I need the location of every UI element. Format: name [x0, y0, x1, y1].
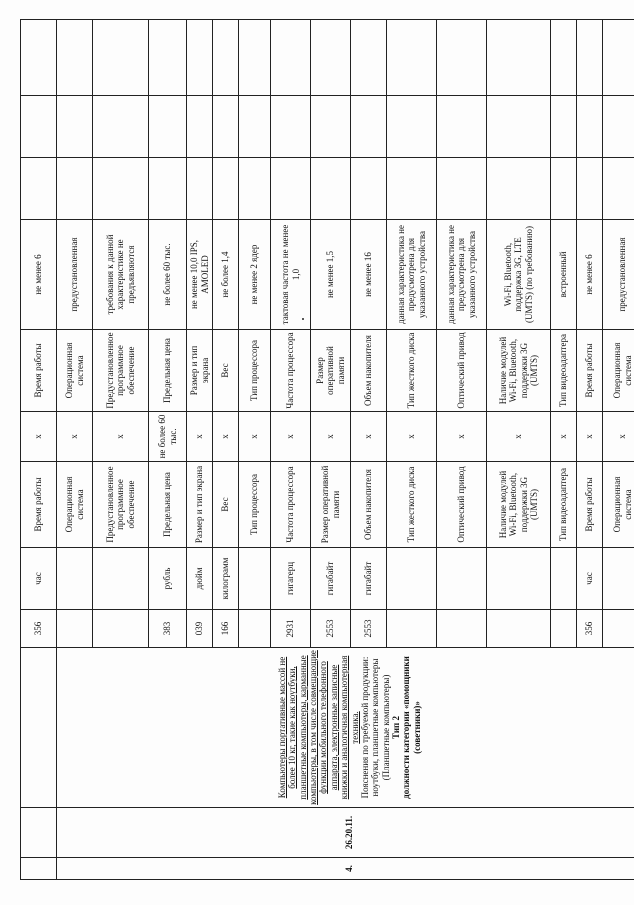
empty-cell: [351, 158, 387, 220]
unit-cell: гигабайт: [311, 548, 351, 610]
characteristic-cell-2: Время работы: [21, 330, 57, 412]
value-cell: требования к данной характеристике не предъявляются: [93, 220, 149, 330]
characteristic-cell-2: Размер оперативной памяти: [311, 330, 351, 412]
value-cell: не менее 1,5: [311, 220, 351, 330]
x-mark-cell: х: [387, 412, 437, 462]
code-cell: [551, 610, 577, 648]
characteristic-cell: Предустановленное программное обеспечение: [93, 462, 149, 548]
characteristic-cell-2: Частота процессора: [271, 330, 311, 412]
value-cell: не менее 16: [351, 220, 387, 330]
characteristic-cell: Операционная система: [603, 462, 634, 548]
empty-cell: [387, 20, 437, 96]
empty-cell: [271, 158, 311, 220]
characteristic-cell: Операционная система: [57, 462, 93, 548]
empty-cell: [213, 158, 239, 220]
code-cell: [437, 610, 487, 648]
x-mark-cell: х: [603, 412, 634, 462]
code-cell: 2553: [311, 610, 351, 648]
description-subtitle: (Планшетные компьютеры): [380, 674, 391, 781]
table-row: [57, 20, 93, 880]
characteristic-cell: Частота процессора: [271, 462, 311, 548]
empty-cell: [311, 158, 351, 220]
empty-cell: [149, 158, 187, 220]
empty-cell: [387, 158, 437, 220]
characteristic-cell: Тип процессора: [239, 462, 271, 548]
empty-cell: [437, 96, 487, 158]
value-cell: не менее 6: [577, 220, 603, 330]
description-main: Компьютеры портативные массой не более 10 кг, такие как ноутбуки, планшетные компьютеры, карманные компьютеры, в том числе совмещающие функции мобильного телефонного аппарата, электронные записные книжки и аналогичная компьютерная техника.: [277, 650, 360, 805]
empty-cell: [271, 96, 311, 158]
okpd-code-cell: 26.20.11.: [57, 808, 634, 858]
empty-cell: [57, 158, 93, 220]
x-mark-cell: х: [187, 412, 213, 462]
empty-cell: [149, 96, 187, 158]
empty-cell: [311, 20, 351, 96]
unit-cell: [437, 548, 487, 610]
empty-cell: [239, 20, 271, 96]
characteristics-table: [20, 19, 634, 880]
characteristic-cell: Время работы: [577, 462, 603, 548]
empty-cell: [577, 158, 603, 220]
description-type: Тип 2: [390, 716, 401, 739]
empty-cell: [487, 20, 551, 96]
characteristic-cell: Время работы: [21, 462, 57, 548]
unit-cell: [93, 548, 149, 610]
characteristic-cell-2: Предельная цена: [149, 330, 187, 412]
unit-cell: гигагерц: [271, 548, 311, 610]
empty-cell: [93, 158, 149, 220]
characteristic-cell: Тип видеоадаптера: [551, 462, 577, 548]
empty-cell: [487, 158, 551, 220]
empty-cell: [603, 96, 634, 158]
code-cell: 2553: [351, 610, 387, 648]
empty-cell: [437, 158, 487, 220]
x-mark-cell: х: [551, 412, 577, 462]
empty-cell: [213, 96, 239, 158]
value-cell: предустановленная: [603, 220, 634, 330]
x-mark-cell: х: [437, 412, 487, 462]
empty-cell: [57, 20, 93, 96]
unit-cell: килограмм: [213, 548, 239, 610]
empty-cell: [57, 96, 93, 158]
description-cell: [57, 648, 634, 808]
code-cell: [603, 610, 634, 648]
empty-cell: [351, 96, 387, 158]
empty-cell: [603, 20, 634, 96]
unit-cell: [57, 548, 93, 610]
x-mark-cell: х: [239, 412, 271, 462]
value-cell: не менее 2 ядер: [239, 220, 271, 330]
code-cell: 166: [213, 610, 239, 648]
empty-cell: [351, 20, 387, 96]
rotated-table-container: [20, 20, 633, 880]
unit-cell: [487, 548, 551, 610]
characteristic-cell-2: Тип процессора: [239, 330, 271, 412]
x-mark-cell: х: [311, 412, 351, 462]
empty-cell: [21, 20, 57, 96]
empty-cell: [187, 158, 213, 220]
value-cell: не более 60 тыс.: [149, 220, 187, 330]
empty-cell: [551, 96, 577, 158]
characteristic-cell: Предельная цена: [149, 462, 187, 548]
characteristic-cell: Объем накопителя: [351, 462, 387, 548]
table-row: [21, 20, 57, 880]
empty-cell: [149, 20, 187, 96]
characteristic-cell-2: Размер и тип экрана: [187, 330, 213, 412]
value-cell: не менее 6: [21, 220, 57, 330]
code-cell: [487, 610, 551, 648]
characteristic-cell-2: Тип видеоадаптера: [551, 330, 577, 412]
empty-cell: [21, 96, 57, 158]
code-cell: [387, 610, 437, 648]
x-mark-cell: х: [21, 412, 57, 462]
unit-cell: рубль: [149, 548, 187, 610]
empty-cell: [577, 20, 603, 96]
code-cell: [93, 610, 149, 648]
characteristic-cell-2: Время работы: [577, 330, 603, 412]
unit-cell: [551, 548, 577, 610]
value-cell: тактовая частота не менее 1,0: [271, 220, 311, 330]
empty-cell: [271, 20, 311, 96]
unit-cell: час: [577, 548, 603, 610]
characteristic-cell-2: Предустановленное программное обеспечение: [93, 330, 149, 412]
description-explanation: Пояснения по требуемой продукции: ноутбуки, планшетные компьютеры: [359, 656, 381, 799]
empty-cell: [93, 96, 149, 158]
characteristic-cell-2: Оптический привод: [437, 330, 487, 412]
x-mark-cell: х: [351, 412, 387, 462]
empty-cell: [577, 96, 603, 158]
empty-cell: [311, 96, 351, 158]
characteristic-cell-2: Операционная система: [603, 330, 634, 412]
x-mark-cell: не более 60 тыс.: [149, 412, 187, 462]
value-cell: данная характеристика не предусмотрена для указанного устройства: [437, 220, 487, 330]
empty-cell: [187, 96, 213, 158]
value-cell: предустановленная: [57, 220, 93, 330]
code-cell: 039: [187, 610, 213, 648]
characteristic-cell: Размер и тип экрана: [187, 462, 213, 548]
empty-cell: [239, 158, 271, 220]
empty-cell: [239, 96, 271, 158]
description-position: должности категории «помощники (советники)»: [401, 656, 422, 799]
x-mark-cell: х: [57, 412, 93, 462]
unit-cell: [239, 548, 271, 610]
empty-cell: [21, 158, 57, 220]
code-cell: [57, 610, 93, 648]
characteristic-cell-2: Объем накопителя: [351, 330, 387, 412]
code-cell: 2931: [271, 610, 311, 648]
unit-cell: дюйм: [187, 548, 213, 610]
empty-cell: [551, 20, 577, 96]
value-cell: не более 1,4: [213, 220, 239, 330]
value-cell: Wi-Fi, Bluetooth, поддержка 3G, LTE (UMTS) (по требованию): [487, 220, 551, 330]
value-cell: не менее 10,0 IPS, AMOLED: [187, 220, 213, 330]
empty-cell: [437, 20, 487, 96]
code-cell: [239, 610, 271, 648]
characteristic-cell-2: Вес: [213, 330, 239, 412]
x-mark-cell: х: [93, 412, 149, 462]
row-number-cell: 4.: [57, 858, 634, 880]
code-cell: 383: [149, 610, 187, 648]
empty-cell: [93, 20, 149, 96]
empty-cell: [187, 20, 213, 96]
x-mark-cell: х: [577, 412, 603, 462]
empty-cell: [21, 808, 57, 858]
value-cell: встроенный: [551, 220, 577, 330]
empty-cell: [213, 20, 239, 96]
unit-cell: час: [21, 548, 57, 610]
empty-cell: [21, 858, 57, 880]
empty-cell: [21, 648, 57, 808]
value-cell: данная характеристика не предусмотрена для указанного устройства: [387, 220, 437, 330]
empty-cell: [551, 158, 577, 220]
x-mark-cell: х: [271, 412, 311, 462]
characteristic-cell: Размер оперативной памяти: [311, 462, 351, 548]
characteristic-cell: Вес: [213, 462, 239, 548]
empty-cell: [603, 158, 634, 220]
x-mark-cell: х: [487, 412, 551, 462]
unit-cell: [387, 548, 437, 610]
unit-cell: [603, 548, 634, 610]
unit-cell: гигабайт: [351, 548, 387, 610]
empty-cell: [387, 96, 437, 158]
scan-dot: [302, 318, 304, 320]
code-cell: 356: [577, 610, 603, 648]
empty-cell: [487, 96, 551, 158]
characteristic-cell: Тип жесткого диска: [387, 462, 437, 548]
characteristic-cell-2: Операционная система: [57, 330, 93, 412]
characteristic-cell: Оптический привод: [437, 462, 487, 548]
code-cell: 356: [21, 610, 57, 648]
characteristic-cell: Наличие модулей Wi-Fi, Bluetooth, поддержки 3G (UMTS): [487, 462, 551, 548]
characteristic-cell-2: Наличие модулей Wi-Fi, Bluetooth, поддержки 3G (UMTS): [487, 330, 551, 412]
x-mark-cell: х: [213, 412, 239, 462]
characteristic-cell-2: Тип жесткого диска: [387, 330, 437, 412]
